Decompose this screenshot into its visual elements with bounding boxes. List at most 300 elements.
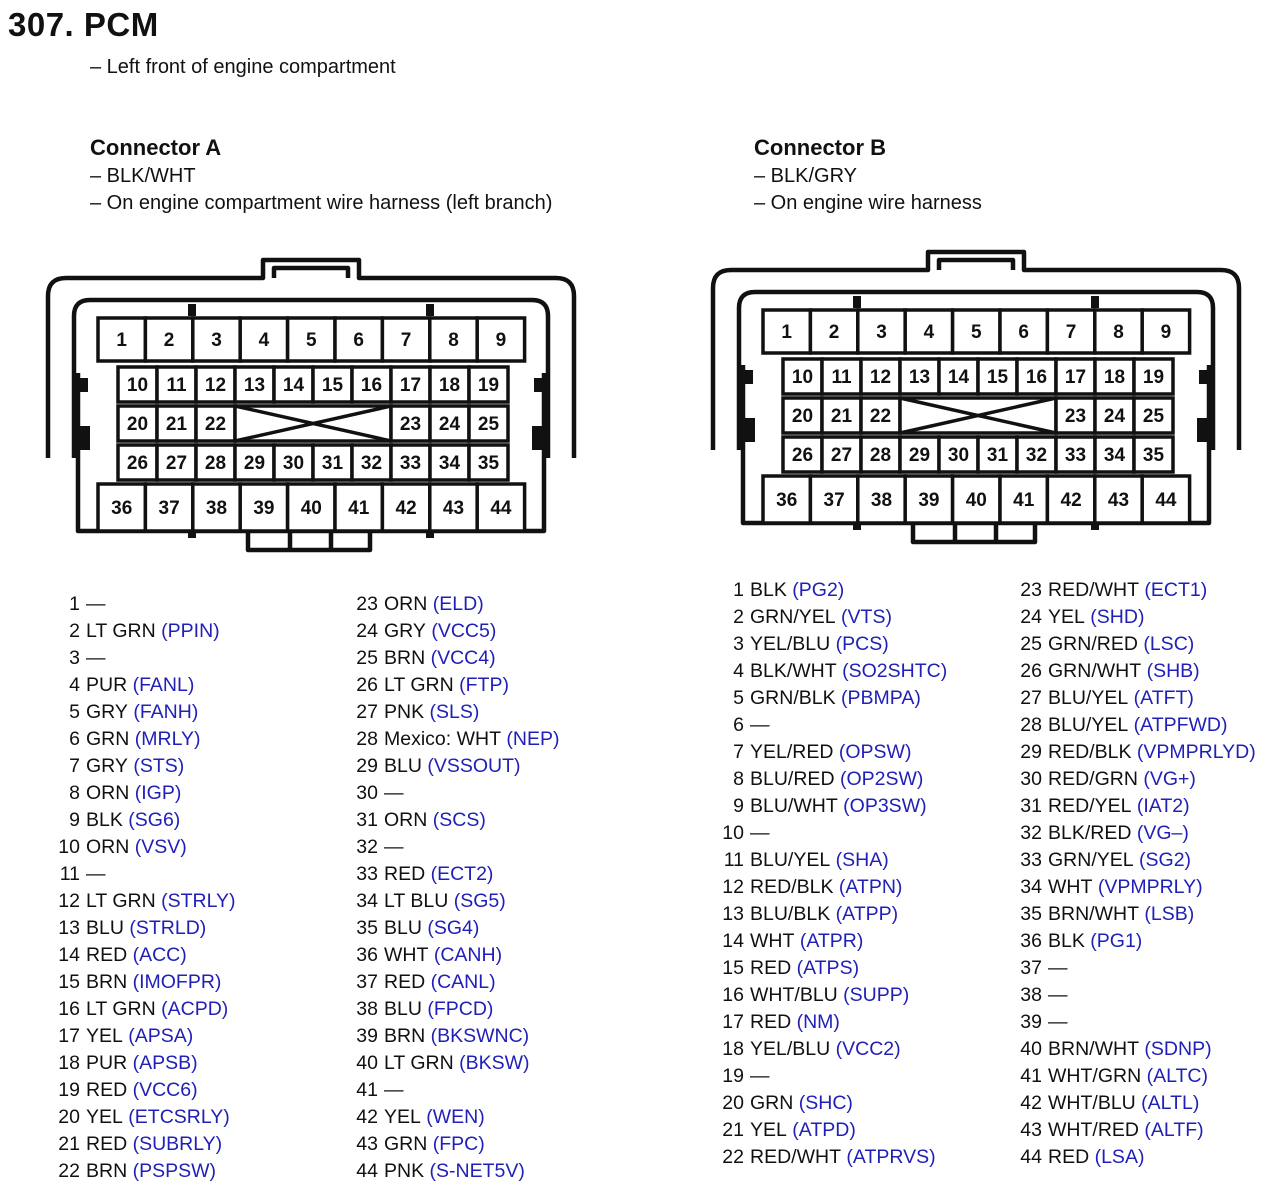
signal-name: (VCC4) [430,647,496,669]
wire-color: RED [1048,1146,1090,1168]
pin-list-item [712,793,947,820]
pin-number: 6 [1018,322,1029,343]
pin-number: 18 [438,375,461,396]
signal-name: (SG5) [453,890,506,912]
pin-number: 43 [1020,1119,1042,1141]
signal-name: (VCC2) [835,1038,901,1060]
pin-number: 40 [300,498,322,519]
signal-name: (BKSWNC) [430,1025,530,1047]
pin-number: 40 [356,1052,378,1074]
pin-number: 25 [1020,633,1042,655]
wire-color: WHT [384,944,429,966]
pin-list-item [48,780,236,807]
pin-number: 8 [448,330,459,351]
pin-list-item [1010,1063,1256,1090]
pin-list-item [346,780,560,807]
pin-list-item [48,996,236,1023]
pin-number: 44 [356,1160,378,1182]
pin-number: 35 [477,453,500,474]
signal-name: (VPMPRLYD) [1136,741,1256,763]
wire-color: GRN [750,1092,794,1114]
signal-name: (ATPN) [838,876,903,898]
pin-number: 26 [126,453,149,474]
pin-list-item [1010,1117,1256,1144]
pin-number: 32 [1020,822,1042,844]
wire-color: — [86,863,106,885]
signal-name: (PBMPA) [841,687,921,709]
wire-color: BLU [384,755,422,777]
pin-number: 2 [69,620,80,642]
signal-name: (VCC6) [132,1079,198,1101]
wire-color: WHT/BLU [1048,1092,1136,1114]
pin-list-item [48,834,236,861]
wire-color: BLK [86,809,123,831]
signal-name: (SUPP) [843,984,910,1006]
pin-number: 3 [876,322,887,343]
pin-list-item [346,969,560,996]
pin-number: 22 [869,406,892,427]
pin-number: 19 [477,375,500,396]
pin-list-item [48,1077,236,1104]
pin-number: 33 [1064,445,1087,466]
pin-number: 41 [348,498,370,519]
wire-color: BLK/WHT [750,660,837,682]
wire-color: YEL/RED [750,741,834,763]
signal-name: (ELD) [432,593,484,615]
wire-color: PNK [384,1160,425,1182]
connector-a-color: – BLK/WHT [90,165,196,187]
pin-list-item [48,1131,236,1158]
wire-color: BRN [86,971,128,993]
signal-name: (VCC5) [431,620,497,642]
signal-name: (SCS) [432,809,486,831]
wire-color: GRY [86,755,128,777]
pin-list-item [1010,1144,1256,1171]
pin-list-item [48,1023,236,1050]
wire-color: LT GRN [86,620,156,642]
signal-name: (SO2SHTC) [842,660,948,682]
wire-color: LT GRN [86,890,156,912]
wire-color: BLU/BLK [750,903,831,925]
signal-name: (SUBRLY) [132,1133,223,1155]
connector-b-harness: – On engine wire harness [754,192,982,214]
signal-name: (ECT2) [430,863,494,885]
pin-list-item [48,807,236,834]
pin-number: 5 [69,701,80,723]
wire-color: — [1048,984,1068,1006]
pin-number: 10 [126,375,149,396]
pin-list-item [712,955,947,982]
signal-name: (PSPSW) [132,1160,217,1182]
wire-color: LT GRN [86,998,156,1020]
pin-list-item [712,1144,947,1171]
pin-list-item [1010,793,1256,820]
wire-color: BRN/WHT [1048,903,1139,925]
wire-color: WHT/GRN [1048,1065,1142,1087]
wire-color: BLU/RED [750,768,835,790]
pin-list-item [712,658,947,685]
wire-color: — [384,782,404,804]
pin-number: 4 [923,322,935,343]
pin-number: 29 [243,453,266,474]
pin-number: 14 [58,944,80,966]
pin-number: 12 [204,375,227,396]
pin-number: 29 [1020,741,1042,763]
pin-number: 17 [58,1025,80,1047]
signal-name: (PG2) [792,579,845,601]
pin-number: 39 [356,1025,378,1047]
wire-color: PNK [384,701,425,723]
pin-number: 11 [831,367,852,388]
signal-name: (STS) [133,755,185,777]
pin-number: 18 [722,1038,744,1060]
pin-number: 10 [722,822,744,844]
pin-number: 32 [1025,445,1048,466]
pin-list-item [346,915,560,942]
wire-color: YEL [384,1106,421,1128]
signal-name: (ATPRVS) [846,1146,936,1168]
pin-number: 30 [947,445,970,466]
wire-color: WHT [1048,876,1093,898]
pin-list-item [1010,1090,1256,1117]
pin-number: 40 [1020,1038,1042,1060]
signal-name: (ETCSRLY) [128,1106,230,1128]
wire-color: YEL/BLU [750,1038,831,1060]
pin-number: 14 [282,375,305,396]
pin-number: 9 [69,809,80,831]
pin-number: 4 [69,674,80,696]
wire-color: GRN/BLK [750,687,836,709]
pin-number: 2 [733,606,744,628]
signal-name: (ACPD) [161,998,229,1020]
connector-side-tab [1199,370,1209,384]
pin-list-item [1010,820,1256,847]
pin-list-item [712,1063,947,1090]
pin-list-item [48,861,236,888]
signal-name: (ATPS) [796,957,860,979]
page-title: 307. PCM [8,6,159,43]
wire-color: Mexico: WHT [384,728,501,750]
wire-color: BLU/YEL [1048,714,1129,736]
pin-number: 16 [1025,367,1048,388]
wire-color: BRN [86,1160,128,1182]
pin-number: 19 [58,1079,80,1101]
connector-clip [853,296,861,308]
pin-number: 13 [58,917,80,939]
pin-number: 16 [58,998,80,1020]
pin-number: 28 [356,728,378,750]
pin-list-item [712,685,947,712]
pin-list-item [712,1117,947,1144]
signal-name: (SG2) [1139,849,1192,871]
pin-list-item [712,604,947,631]
pin-list-item [1010,739,1256,766]
connector-key [913,523,1035,542]
wire-color: BLK [750,579,787,601]
pin-number: 21 [58,1133,80,1155]
pin-number: 42 [356,1106,378,1128]
pin-number: 27 [356,701,378,723]
pin-list-item [712,1036,947,1063]
pin-number: 27 [165,453,188,474]
signal-name: (IAT2) [1136,795,1190,817]
wire-color: YEL [86,1025,123,1047]
wire-color: RED [86,1133,128,1155]
pin-number: 32 [360,453,383,474]
pin-number: 18 [1103,367,1126,388]
signal-name: (ECT1) [1144,579,1208,601]
pin-number: 31 [356,809,378,831]
wire-color: BLU [384,998,422,1020]
pin-number: 19 [1142,367,1165,388]
pin-number: 7 [400,330,412,351]
wire-color: YEL [1048,606,1085,628]
pin-number: 11 [723,849,744,871]
connector-side-tab [1197,418,1207,442]
pin-number: 30 [282,453,305,474]
pin-number: 43 [1107,490,1130,511]
pin-number: 21 [165,414,188,435]
wire-color: — [750,822,770,844]
pin-number: 23 [399,414,422,435]
pin-list-item [1010,1036,1256,1063]
signal-name: (PPIN) [161,620,220,642]
wire-color: PUR [86,1052,128,1074]
pin-list-item [346,1077,560,1104]
wire-color: — [384,1079,404,1101]
signal-name: (VSSOUT) [427,755,521,777]
connector-a-harness: – On engine compartment wire harness (left branch) [90,192,553,214]
pin-number: 9 [1160,322,1172,343]
wire-color: WHT/RED [1048,1119,1139,1141]
pin-number: 29 [908,445,931,466]
location-note: – Left front of engine compartment [90,56,396,78]
pin-number: 44 [1155,490,1177,511]
pin-number: 5 [971,322,982,343]
pin-number: 43 [356,1133,378,1155]
pin-number: 11 [166,375,187,396]
pin-number: 41 [356,1079,378,1101]
pin-number: 9 [495,330,507,351]
pin-number: 36 [1020,930,1042,952]
pin-list-item [712,739,947,766]
pin-list-item [346,699,560,726]
pin-number: 31 [1020,795,1042,817]
wire-color: YEL/BLU [750,633,831,655]
pin-number: 44 [1020,1146,1042,1168]
pin-number: 8 [733,768,744,790]
pin-number: 12 [869,367,892,388]
pin-list-item [712,1090,947,1117]
pin-number: 22 [58,1160,80,1182]
signal-name: (VG–) [1136,822,1189,844]
connector-a-pin-list-left [48,591,236,1185]
pin-list-item [1010,685,1256,712]
pin-number: 42 [1020,1092,1042,1114]
pin-number: 14 [722,930,744,952]
connector-b-pin-list-left [712,577,947,1171]
pin-number: 7 [733,741,744,763]
wire-color: RED [750,957,792,979]
pin-list-item [1010,712,1256,739]
signal-name: (ATPP) [835,903,899,925]
pin-number: 43 [442,498,465,519]
wire-color: RED [86,1079,128,1101]
signal-name: (APSA) [128,1025,194,1047]
signal-name: (BKSW) [459,1052,530,1074]
wire-color: GRY [384,620,426,642]
wire-color: GRN/YEL [1048,849,1134,871]
wire-color: RED [86,944,128,966]
pin-number: 18 [58,1052,80,1074]
connector-a-title: Connector A [90,135,222,160]
pin-number: 5 [306,330,317,351]
signal-name: (NM) [796,1011,840,1033]
pin-number: 5 [733,687,744,709]
connector-a-pin-list-right [346,591,560,1185]
pin-list-item [48,969,236,996]
wire-color: — [1048,957,1068,979]
wire-color: RED [384,863,426,885]
pin-number: 26 [1020,660,1042,682]
pin-number: 35 [1142,445,1165,466]
pin-number: 38 [356,998,378,1020]
signal-name: (VSV) [134,836,187,858]
pin-list-item [1010,928,1256,955]
signal-name: (SHC) [798,1092,853,1114]
wire-color: GRY [86,701,128,723]
pin-list-item [346,726,560,753]
pin-list-item [346,861,560,888]
wire-color: RED/WHT [1048,579,1139,601]
pin-number: 33 [356,863,378,885]
pin-list-item [346,996,560,1023]
pin-number: 3 [211,330,222,351]
signal-name: (CANH) [433,944,503,966]
pin-list-item [1010,847,1256,874]
pin-number: 22 [204,414,227,435]
wire-color: GRN/WHT [1048,660,1142,682]
pin-number: 2 [828,322,840,343]
pin-list-item [346,834,560,861]
wire-color: BLU [86,917,124,939]
connector-b-pin-list-right [1010,577,1256,1171]
pin-list-item [346,1050,560,1077]
pin-list-item [1010,901,1256,928]
pin-number: 41 [1020,1065,1042,1087]
wire-color: GRN/RED [1048,633,1138,655]
pin-list-item [346,807,560,834]
pin-list-item [712,1009,947,1036]
pin-number: 24 [1103,406,1126,427]
pin-number: 12 [722,876,744,898]
wire-color: ORN [86,782,130,804]
pin-number: 35 [356,917,378,939]
pin-list-item [712,577,947,604]
pin-number: 23 [1020,579,1042,601]
wire-color: RED/WHT [750,1146,841,1168]
wire-color: BRN [384,647,426,669]
pin-number: 24 [356,620,378,642]
pin-number: 42 [395,498,417,519]
signal-name: (OP3SW) [843,795,927,817]
pin-number: 28 [869,445,892,466]
signal-name: (VG+) [1143,768,1196,790]
wire-color: PUR [86,674,128,696]
pin-number: 25 [1142,406,1165,427]
pin-number: 37 [823,490,845,511]
pin-number: 16 [360,375,383,396]
pin-number: 24 [438,414,461,435]
signal-name: (FANH) [133,701,199,723]
wire-color: YEL [86,1106,123,1128]
signal-name: (APSB) [132,1052,198,1074]
pin-number: 7 [1065,322,1077,343]
pin-list-item [712,766,947,793]
pin-list-item [1010,604,1256,631]
pin-list-item [346,618,560,645]
signal-name: (PG1) [1090,930,1143,952]
signal-name: (ALTC) [1146,1065,1208,1087]
signal-name: (SG6) [128,809,181,831]
pin-number: 38 [870,490,893,511]
pin-number: 25 [477,414,500,435]
pin-list-item [1010,1009,1256,1036]
signal-name: (STRLY) [161,890,236,912]
connector-side-tab [743,370,753,384]
pin-number: 8 [1113,322,1124,343]
pin-list-item [712,901,947,928]
pin-number: 28 [204,453,227,474]
signal-name: (OP2SW) [839,768,924,790]
pin-number: 30 [1020,768,1042,790]
pin-number: 36 [111,498,133,519]
wire-color: GRN [384,1133,428,1155]
wire-color: BRN [384,1025,426,1047]
signal-name: (LSC) [1143,633,1195,655]
pin-list-item [712,928,947,955]
pin-list-item [346,753,560,780]
pin-number: 13 [722,903,744,925]
pin-number: 27 [1020,687,1042,709]
pin-number: 32 [356,836,378,858]
pin-list-item [1010,577,1256,604]
signal-name: (ATFT) [1133,687,1194,709]
wire-color: — [86,593,106,615]
pin-list-item [48,645,236,672]
pin-list-item [48,672,236,699]
pin-number: 8 [69,782,80,804]
pin-list-item [346,888,560,915]
wire-color: WHT/BLU [750,984,838,1006]
pin-number: 16 [722,984,744,1006]
pin-list-item [1010,955,1256,982]
pin-number: 10 [58,836,80,858]
pin-list-item [1010,631,1256,658]
pin-number: 4 [258,330,270,351]
signal-name: (LSA) [1094,1146,1145,1168]
pin-number: 2 [163,330,175,351]
pin-number: 28 [1020,714,1042,736]
pin-list-item [346,1131,560,1158]
pin-list-item [712,631,947,658]
pin-number: 21 [722,1119,744,1141]
wire-color: — [86,647,106,669]
pin-number: 9 [733,795,744,817]
pin-number: 39 [1020,1011,1042,1033]
wire-color: GRN [86,728,130,750]
pin-number: 34 [1103,445,1126,466]
